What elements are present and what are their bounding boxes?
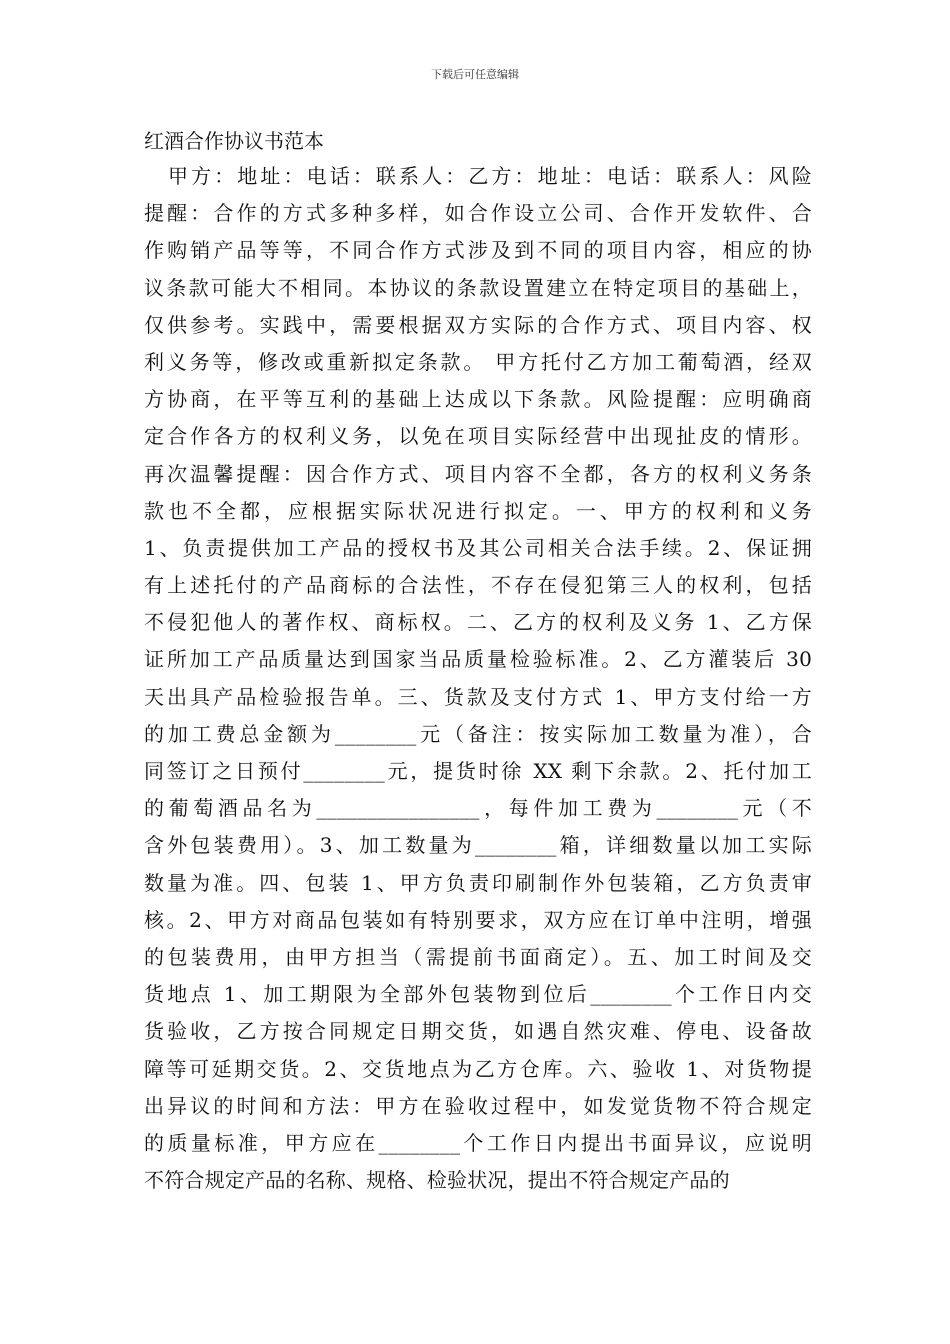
body-line: 的包装费用，由甲方担当（需提前书面商定）。五、加工时间及交 [144, 944, 812, 969]
document-title: 红酒合作协议书范本 [144, 129, 324, 153]
body-line: 不侵犯他人的著作权、商标权。二、乙方的权利及义务 1、乙方保 [144, 610, 812, 635]
body-line: 含外包装费用）。3、加工数量为________箱，详细数量以加工实际 [144, 833, 812, 858]
body-line: 障等可延期交货。2、交货地点为乙方仓库。六、验收 1、对货物提 [144, 1056, 812, 1081]
body-line: 天出具产品检验报告单。三、货款及支付方式 1、甲方支付给一方 [144, 684, 812, 709]
body-line: 不符合规定产品的名称、规格、检验状况，提出不符合规定产品的 [144, 1168, 730, 1193]
body-line: 方协商，在平等互利的基础上达成以下条款。风险提醒：应明确商 [144, 387, 812, 412]
body-line: 甲方：地址：电话：联系人：乙方：地址：电话：联系人：风险 [168, 164, 812, 188]
body-line: 数量为准。四、包装 1、甲方负责印刷制作外包装箱，乙方负责审 [144, 870, 812, 895]
body-line: 议条款可能大不相同。本协议的条款设置建立在特定项目的基础上， [144, 275, 812, 300]
body-line: 作购销产品等等，不同合作方式涉及到不同的项目内容，相应的协 [144, 238, 812, 263]
page-header: 下载后可任意编辑 [431, 68, 519, 81]
body-line: 提醒：合作的方式多种多样，如合作设立公司、合作开发软件、合 [144, 201, 812, 226]
body-line: 出异议的时间和方法：甲方在验收过程中，如发觉货物不符合规定 [144, 1093, 812, 1118]
body-line: 的质量标准，甲方应在________个工作日内提出书面异议，应说明 [144, 1130, 812, 1155]
body-line: 再次温馨提醒：因合作方式、项目内容不全都，各方的权利义务条 [144, 461, 812, 486]
document-body [144, 158, 812, 1199]
body-line: 货地点 1、加工期限为全部外包装物到位后________个工作日内交 [144, 982, 812, 1007]
body-line: 款也不全都，应根据实际状况进行拟定。一、甲方的权利和义务 [144, 498, 812, 523]
body-line: 同签订之日预付________元，提货时徐 XX 剩下余款。2、托付加工 [144, 759, 812, 783]
body-line: 证所加工产品质量达到国家当品质量检验标准。2、乙方灌装后 30 [144, 647, 812, 672]
body-line: 利义务等，修改或重新拟定条款。 甲方托付乙方加工葡萄酒，经双 [144, 349, 812, 374]
body-line: 的加工费总金额为________元（备注：按实际加工数量为准），合 [144, 721, 812, 746]
body-line: 定合作各方的权利义务，以免在项目实际经营中出现扯皮的情形。 [144, 424, 812, 449]
body-line: 仅供参考。实践中，需要根据双方实际的合作方式、项目内容、权 [144, 312, 812, 337]
body-line: 的葡萄酒品名为________________，每件加工费为________元（不 [144, 796, 812, 821]
body-line: 有上述托付的产品商标的合法性，不存在侵犯第三人的权利，包括 [144, 573, 812, 598]
body-line: 核。2、甲方对商品包装如有特别要求，双方应在订单中注明，增强 [144, 907, 812, 932]
body-line: 1、负责提供加工产品的授权书及其公司相关合法手续。2、保证拥 [144, 535, 812, 560]
body-line: 货验收，乙方按合同规定日期交货，如遇自然灾难、停电、设备故 [144, 1019, 812, 1044]
